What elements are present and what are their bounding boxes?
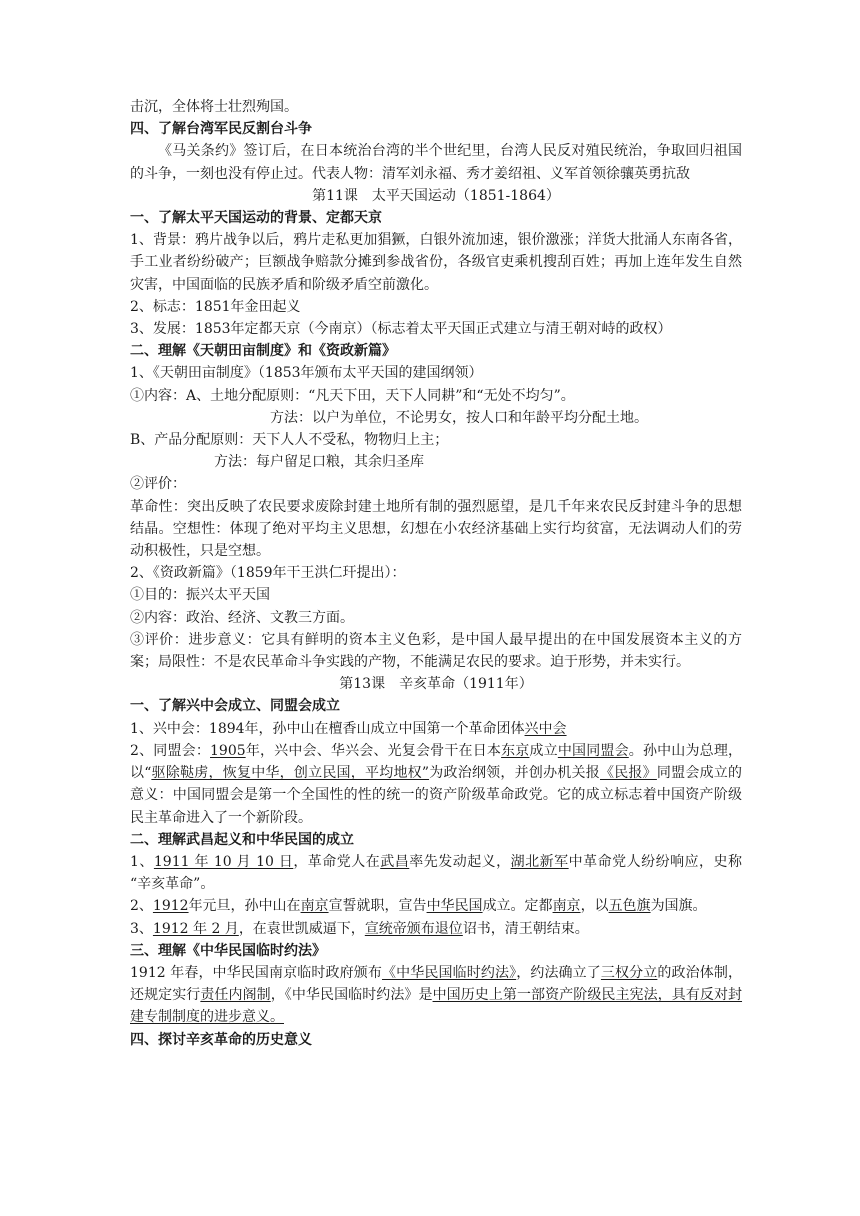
paragraph: [130, 740, 742, 829]
section-heading: 一、了解兴中会成立、同盟会成立: [130, 698, 340, 715]
underlined-term: 湖北新军: [510, 853, 569, 870]
text-span: 中革命党人纷纷响应，史称 “辛亥革命”。: [130, 853, 743, 893]
text-span: 率先发动起义，: [409, 853, 511, 870]
underlined-term: 武昌: [380, 853, 410, 870]
text-span: ，约法确立了: [516, 964, 601, 981]
paragraph: 1、背景：鸦片战争以后，鸦片走私更加猖獗，白银外流加速，银价激涨；洋货大批涌人东南各省，手工业者纷纷破产；巨额战争赔款分摊到参战省份，各级官吏乘机搜刮百姓；再加上连年发生自然灾害，中国面临的民族矛盾和阶级矛盾空前激化。: [130, 232, 742, 293]
text-span: 1912 年春，中华民国南京临时政府颁布: [130, 964, 382, 981]
underlined-term: 中华民国: [426, 898, 483, 915]
text-line: 1、《天朝田亩制度》（1853年颁布太平天国的建国纲领）: [130, 365, 483, 382]
lesson-title: 第13课 辛亥革命（1911年）: [339, 676, 533, 693]
lesson-title: 第11课 太平天国运动（1851-1864）: [312, 187, 560, 204]
underlined-term: 1905: [210, 742, 246, 759]
text-line: 方法：每户留足口粮，其余归圣库: [214, 454, 424, 471]
paragraph: [130, 851, 742, 895]
paragraph: 《马关条约》签订后，在日本统治台湾的半个世纪里，台湾人民反对殖民统治，争取回归祖国的斗争，一刻也没有停止过。代表人物：清军刘永福、秀才姜绍祖、义军首领徐骧英勇抗敌: [130, 143, 742, 182]
underlined-term: 责任内阁制: [200, 987, 271, 1004]
underlined-term: 1912: [152, 898, 189, 915]
text-span: ，在袁世凯威逼下，: [238, 920, 365, 937]
underlined-term: 《中华民国临时约法》: [382, 964, 517, 981]
section-heading: 二、理解武昌起义和中华民国的成立: [130, 831, 354, 848]
text-span: 2、: [130, 898, 153, 915]
text-line: 2、标志：1851年金田起义: [130, 298, 301, 315]
underlined-term: 宣统帝颁布退位: [364, 920, 463, 937]
underlined-term: 1911 年 10 月 10 日: [153, 853, 294, 870]
text-line: 方法：以户为单位，不论男女，按人口和年龄平均分配土地。: [270, 409, 648, 426]
text-span: 诏书，清王朝结束。: [462, 920, 589, 937]
text-span: 年，兴中会、华兴会、光复会骨干在日本: [245, 742, 502, 759]
section-heading: 三、理解《中华民国临时约法》: [130, 942, 326, 959]
text-span: 1、兴中会：1894年，孙中山在檀香山成立中国第一个革命团体: [130, 720, 525, 737]
text-line: ①内容：A、土地分配原则：“凡天下田，天下人同耕”和“无处不均匀”。: [130, 387, 575, 404]
text-span: 年元旦，孙中山在: [188, 898, 301, 915]
text-line: B、产品分配原则：天下人人不受私，物物归上主；: [130, 432, 449, 449]
text-line: ②评价：: [130, 476, 186, 493]
text-line: 2、《资政新篇》（1859年干王洪仁玕提出）：: [130, 565, 406, 582]
underlined-term: 1912 年 2 月: [152, 920, 239, 937]
paragraph: ③评价：进步意义：它具有鲜明的资本主义色彩，是中国人最早提出的在中国发展资本主义的方案；局限性：不是农民革命斗争实践的产物，不能满足农民的要求。迫于形势，并未实行。: [130, 631, 742, 671]
text-span: 成立。定都: [482, 898, 553, 915]
text-span: 的政治体制，还规定实行: [130, 964, 743, 1004]
paragraph: 革命性：突出反映了农民要求废除封建土地所有制的强烈愿望，是几千年来农民反封建斗争的思想结晶。空想性：体现了绝对平均主义思想，幻想在小农经济基础上实行均贫富，无法调动人们的劳动积极性，只是空想。: [130, 498, 742, 560]
text-line: [130, 895, 742, 917]
text-span: ，以: [580, 898, 609, 915]
text-span: 为国旗。: [650, 898, 707, 915]
underlined-term: 兴中会: [524, 720, 567, 737]
text-line: [130, 718, 742, 740]
text-line: ②内容：政治、经济、文教三方面。: [130, 609, 354, 626]
section-heading: 四、探讨辛亥革命的历史意义: [130, 1031, 312, 1048]
text-span: 同盟会成立的意义：中国同盟会是第一个全国性的性的统一的资产阶级革命政党。它的成立标志着中国资产阶级民主革命进入了一个新阶段。: [130, 765, 743, 826]
text-line: [130, 918, 742, 940]
paragraph: [130, 962, 742, 1029]
underlined-term: 南京: [552, 898, 581, 915]
section-heading: 一、了解太平天国运动的背景、定都天京: [130, 210, 382, 227]
text-span: ，革命党人在: [293, 853, 381, 870]
text-span: 为政治纲领，并创办机关报: [429, 765, 600, 782]
underlined-term: 驱除鞑虏，恢复中华，创立民国，平均地权”: [151, 765, 430, 782]
section-heading: 四、了解台湾军民反割台斗争: [130, 121, 312, 138]
underlined-term: 五色旗: [608, 898, 651, 915]
underlined-term: 《民报》: [599, 765, 657, 782]
underlined-term: 中国同盟会: [557, 742, 629, 759]
text-span: 1、: [130, 853, 154, 870]
underlined-term: 三权分立: [600, 964, 658, 981]
text-span: 。孙中山为总理，以“: [130, 742, 743, 782]
section-heading: 二、理解《天朝田亩制度》和《资政新篇》: [130, 343, 396, 360]
document-page: [130, 96, 742, 1051]
text-span: 成立: [529, 742, 558, 759]
text-line: ①目的：振兴太平天国: [130, 587, 270, 604]
text-span: 2、同盟会：: [130, 742, 210, 759]
text-span: ，《中华民国临时约法》是: [270, 987, 433, 1004]
text-span: 宣誓就职，宣告: [328, 898, 427, 915]
text-line: 3、发展：1853年定都天京（今南京）（标志着太平天国正式建立与清王朝对峙的政权）: [130, 321, 672, 338]
underlined-term: 中国历史上第一部资产阶级民主宪法，具有反对封建专制制度的进步意义。: [130, 987, 743, 1026]
text-line: 击沉，全体将士壮烈殉国。: [130, 99, 298, 115]
text-span: 3、: [130, 920, 153, 937]
underlined-term: 南京: [300, 898, 329, 915]
underlined-term: 东京: [501, 742, 530, 759]
